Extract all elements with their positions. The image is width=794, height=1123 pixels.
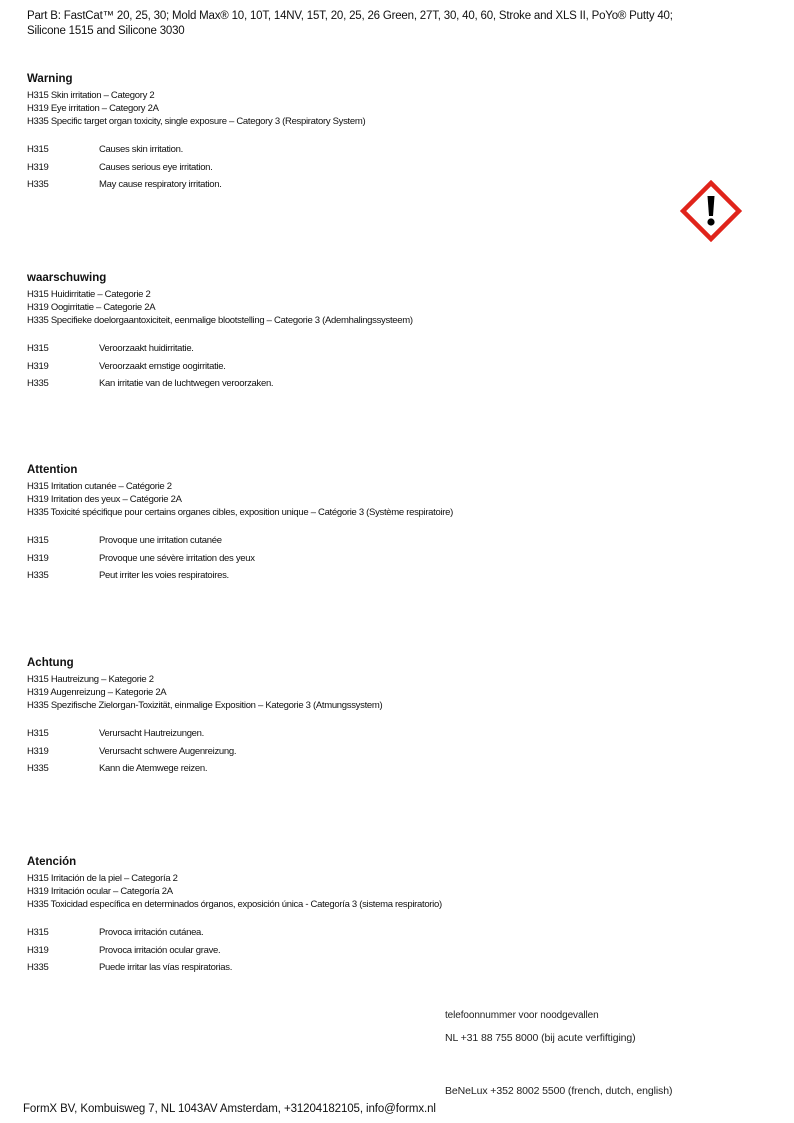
hazard-statement xyxy=(27,159,667,177)
hazard-statement xyxy=(27,340,667,358)
hazard-statement xyxy=(27,743,667,761)
emergency-label: telefoonnummer voor noodgevallen xyxy=(445,1010,599,1021)
hazard-text: Provoca irritación ocular grave. xyxy=(99,944,221,956)
signal-word: Warning xyxy=(27,73,73,85)
emergency-phone-nl: NL +31 88 755 8000 (bij acute verfiftiging) xyxy=(445,1032,636,1044)
hazard-text: Provoca irritación cutánea. xyxy=(99,927,204,938)
hazard-statement xyxy=(27,924,667,942)
ghs07-exclamation-mark-icon xyxy=(680,180,742,242)
classification-line: H335 Toxicidad específica en determinados órganos, exposición única - Categoría 3 (sistema respiratorio) xyxy=(27,899,442,910)
hazard-code: H335 xyxy=(27,179,49,190)
hazard-statement xyxy=(27,725,667,743)
hazard-code: H319 xyxy=(27,944,49,956)
hazard-section-german xyxy=(27,656,667,778)
classification-line: H319 Augenreizung – Kategorie 2A xyxy=(27,687,167,698)
classification-line: H335 Specifieke doelorgaantoxiciteit, eenmalige blootstelling – Categorie 3 (Ademhalingssysteem) xyxy=(27,315,413,326)
hazard-text: Verursacht schwere Augenreizung. xyxy=(99,745,237,757)
hazard-code: H315 xyxy=(27,535,49,546)
emergency-phone-benelux: BeNeLux +352 8002 5500 (french, dutch, english) xyxy=(445,1085,673,1097)
hazard-text: Causes skin irritation. xyxy=(99,144,183,155)
hazard-text: Veroorzaakt huidirritatie. xyxy=(99,343,194,354)
hazard-code: H315 xyxy=(27,144,49,155)
product-header xyxy=(27,9,727,39)
product-header-line-2: Silicone 1515 and Silicone 3030 xyxy=(27,25,185,37)
hazard-code: H335 xyxy=(27,763,49,774)
hazard-statement xyxy=(27,550,667,568)
classification-line: H335 Toxicité spécifique pour certains organes cibles, exposition unique – Catégorie 3 (Système respiratoire) xyxy=(27,507,454,518)
hazard-text: May cause respiratory irritation. xyxy=(99,179,222,190)
hazard-section-english xyxy=(27,72,667,194)
hazard-text: Provoque une sévère irritation des yeux xyxy=(99,552,255,564)
hazard-text: Verursacht Hautreizungen. xyxy=(99,728,204,739)
hazard-text: Kan irritatie van de luchtwegen veroorzaken. xyxy=(99,378,274,389)
hazard-text: Puede irritar las vías respiratorias. xyxy=(99,962,233,973)
signal-word: Achtung xyxy=(27,657,74,669)
hazard-code: H335 xyxy=(27,962,49,973)
hazard-section-dutch xyxy=(27,271,667,393)
hazard-text: Peut irriter les voies respiratoires. xyxy=(99,570,229,581)
hazard-statement xyxy=(27,942,667,960)
hazard-code: H315 xyxy=(27,343,49,354)
hazard-statement xyxy=(27,141,667,159)
classification-line: H319 Irritación ocular – Categoría 2A xyxy=(27,886,173,897)
classification-line: H315 Skin irritation – Category 2 xyxy=(27,90,155,101)
classification-line: H335 Specific target organ toxicity, single exposure – Category 3 (Respiratory System) xyxy=(27,116,366,127)
hazard-section-french xyxy=(27,463,667,585)
product-header-line-1: Part B: FastCat™ 20, 25, 30; Mold Max® 10, 10T, 14NV, 15T, 20, 25, 26 Green, 27T, 30, 40, 60, Stroke and XLS II, PoYo® Putty 40; xyxy=(27,10,673,22)
hazard-code: H315 xyxy=(27,728,49,739)
signal-word: Atención xyxy=(27,856,77,868)
hazard-statement xyxy=(27,375,667,393)
hazard-code: H335 xyxy=(27,570,49,581)
emergency-contact xyxy=(445,1009,673,1097)
hazard-code: H315 xyxy=(27,927,49,938)
classification-line: H319 Eye irritation – Category 2A xyxy=(27,103,159,114)
classification-line: H315 Irritación de la piel – Categoría 2 xyxy=(27,873,178,884)
hazard-code: H319 xyxy=(27,552,49,564)
signal-word: Attention xyxy=(27,464,78,476)
hazard-text: Causes serious eye irritation. xyxy=(99,161,213,173)
hazard-text: Veroorzaakt ernstige oogirritatie. xyxy=(99,360,226,372)
classification-line: H315 Irritation cutanée – Catégorie 2 xyxy=(27,481,172,492)
hazard-text: Kann die Atemwege reizen. xyxy=(99,763,208,774)
hazard-code: H335 xyxy=(27,378,49,389)
hazard-code: H319 xyxy=(27,360,49,372)
classification-line: H315 Huidirritatie – Categorie 2 xyxy=(27,289,151,300)
hazard-statement xyxy=(27,959,667,977)
classification-line: H335 Spezifische Zielorgan-Toxizität, einmalige Exposition – Kategorie 3 (Atmungssystem) xyxy=(27,700,383,711)
hazard-text: Provoque une irritation cutanée xyxy=(99,535,222,546)
hazard-code: H319 xyxy=(27,161,49,173)
hazard-statement xyxy=(27,567,667,585)
hazard-statement xyxy=(27,532,667,550)
classification-line: H319 Irritation des yeux – Catégorie 2A xyxy=(27,494,182,505)
signal-word: waarschuwing xyxy=(27,272,107,284)
hazard-section-spanish xyxy=(27,855,667,977)
hazard-code: H319 xyxy=(27,745,49,757)
hazard-statement xyxy=(27,760,667,778)
hazard-statement xyxy=(27,176,667,194)
classification-line: H315 Hautreizung – Kategorie 2 xyxy=(27,674,154,685)
hazard-statement xyxy=(27,358,667,376)
company-footer: FormX BV, Kombuisweg 7, NL 1043AV Amsterdam, +31204182105, info@formx.nl xyxy=(23,1103,436,1115)
classification-line: H319 Oogirritatie – Categorie 2A xyxy=(27,302,156,313)
